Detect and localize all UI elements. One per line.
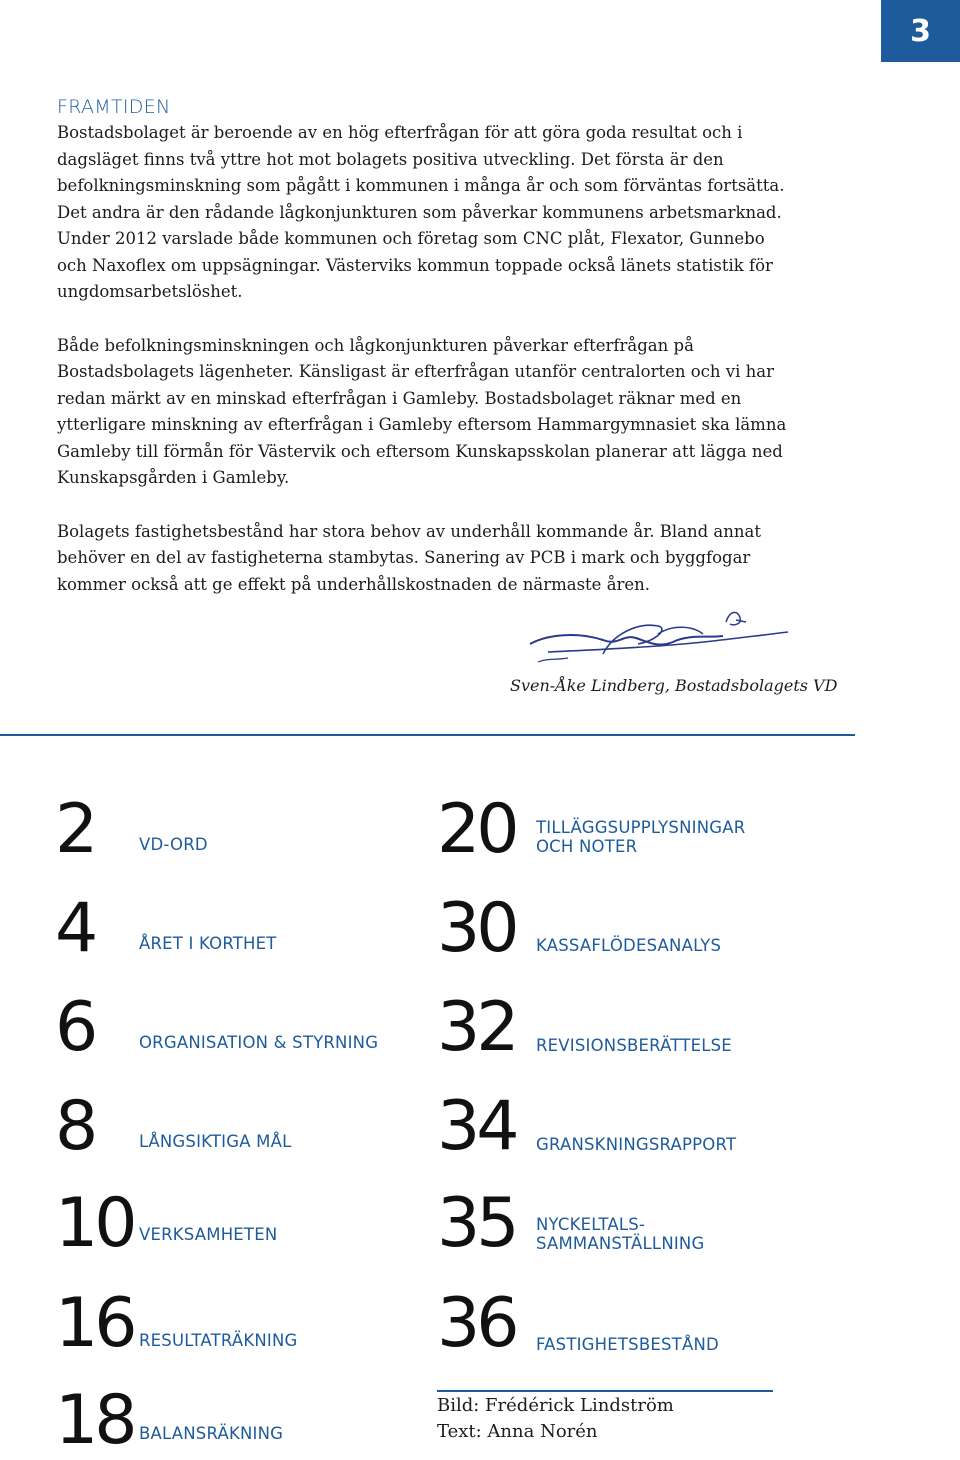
toc-page-number: 6 (55, 988, 95, 1067)
handwritten-signature (508, 604, 798, 670)
toc-page-number: 20 (437, 790, 516, 869)
toc-entry-label: REVISIONSBERÄTTELSE (536, 1036, 732, 1055)
paragraph: Bolagets fastighetsbestånd har stora behov av underhåll kommande år. Bland annat behöver en del av fastigheterna stambytas. Sanering av PCB i mark och byggfogar kommer också att ge effekt på underhållskostnaden de närmaste åren. (57, 521, 761, 594)
toc-page-number: 2 (55, 790, 95, 869)
toc-page-number: 32 (437, 988, 516, 1067)
toc-entry-label: FASTIGHETSBESTÅND (536, 1335, 719, 1354)
toc-page-number: 16 (55, 1284, 134, 1363)
toc-page-number: 30 (437, 889, 516, 968)
text-credit: Text: Anna Norén (437, 1421, 598, 1442)
toc-page-number: 35 (437, 1184, 516, 1263)
toc-entry-label: VERKSAMHETEN (139, 1225, 278, 1244)
toc-page-number: 36 (437, 1284, 516, 1363)
toc-entry-label: GRANSKNINGSRAPPORT (536, 1135, 737, 1154)
toc-entry-label: ÅRET I KORTHET (139, 934, 277, 953)
divider (0, 734, 855, 736)
credits-divider (437, 1390, 773, 1392)
toc-entry-label: RESULTATRÄKNING (139, 1331, 298, 1350)
page-number-badge: 3 (881, 0, 960, 62)
toc-entry-label: KASSAFLÖDESANALYS (536, 936, 722, 955)
toc-page-number: 34 (437, 1087, 516, 1166)
toc-page-number: 4 (55, 889, 95, 968)
toc-entry-label: BALANSRÄKNING (139, 1424, 284, 1443)
toc-page-number: 18 (55, 1381, 134, 1460)
toc-entry-label: NYCKELTALS- SAMMANSTÄLLNING (536, 1215, 705, 1253)
section-heading: FRAMTIDEN (57, 96, 171, 118)
toc-page-number: 10 (55, 1184, 134, 1263)
signer-name: Sven-Åke Lindberg, Bostadsbolagets VD (510, 676, 838, 695)
paragraph: Både befolkningsminskningen och lågkonjunkturen påverkar efterfrågan på Bostadsbolagets lägenheter. Känsligast är efterfrågan utanför centralorten och vi har redan märkt av en minskad efterfrågan i Gamleby. Bostadsbolaget räknar med en ytterligare minskning av efterfrågan i Gamleby eftersom Hammargymnasiet ska lämna Gamleby till förmån för Västervik och eftersom Kunskapsskolan planerar att lägga ned Kunskapsgården i Gamleby. (57, 335, 787, 487)
article (57, 94, 797, 598)
photo-credit: Bild: Frédérick Lindström (437, 1395, 674, 1416)
toc-entry-label: TILLÄGGSUPPLYSNINGAR OCH NOTER (536, 818, 746, 856)
toc-entry-label: ORGANISATION & STYRNING (139, 1033, 379, 1052)
toc-entry-label: LÅNGSIKTIGA MÅL (139, 1132, 292, 1151)
toc-entry-label: VD-ORD (139, 835, 208, 854)
paragraph: Bostadsbolaget är beroende av en hög efterfrågan för att göra goda resultat och i dagsläget finns två yttre hot mot bolagets positiva utveckling. Det första är den befolkningsminskning som pågått i kommunen i många år och som förväntas fortsätta. Det andra är den rådande lågkonjunkturen som påverkar kommunens arbetsmarknad. Under 2012 varslade både kommunen och företag som CNC plåt, Flexator, Gunnebo och Naxoflex om uppsägningar. Västerviks kommun toppade också länets statistik för ungdomsarbetslöshet. (57, 123, 785, 301)
toc-page-number: 8 (55, 1087, 95, 1166)
